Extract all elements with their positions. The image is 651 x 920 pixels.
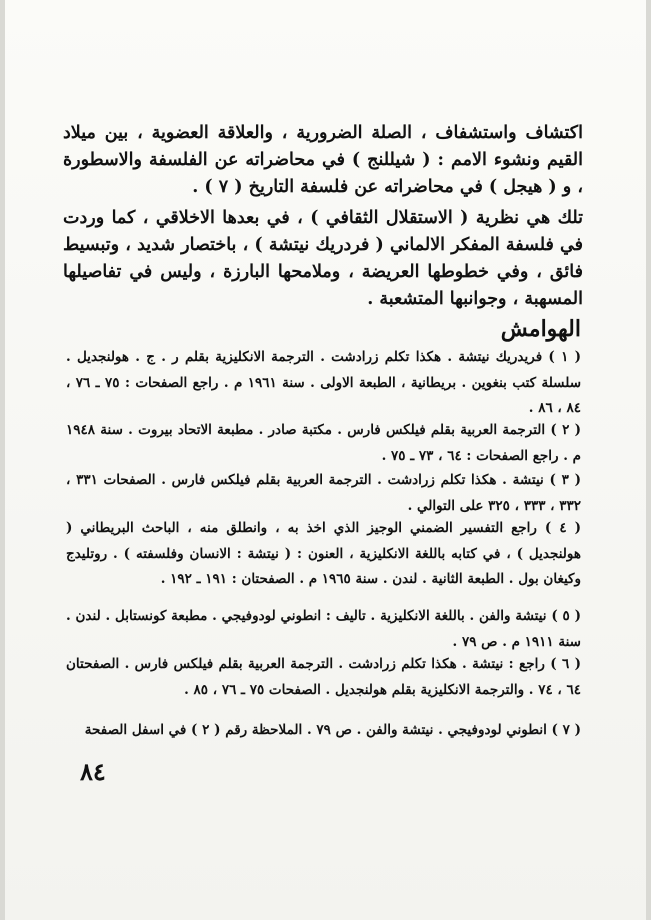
footnote-2: ( ٢ ) الترجمة العربية بقلم فيلكس فارس . مكتبة صادر . مطبعة الاتحاد بيروت . سنة ١٩٤٨ م . راجع الصفحات : ٦٤ ، ٧٣ ـ ٧٥ . bbox=[66, 422, 581, 464]
footnote-3: ( ٣ ) نيتشة . هكذا تكلم زرادشت . الترجمة العربية بقلم فيلكس فارس . الصفحات ٣٣١ ، ٣٣٢ ، ٣٣٣ ، ٣٢٥ على التوالي . bbox=[66, 472, 581, 514]
page-number: ٨٤ bbox=[80, 757, 106, 786]
footnote-1: ( ١ ) فريدريك نيتشة . هكذا تكلم زرادشت . الترجمة الانكليزية بقلم ر . ج . هولنجديل . سلسلة كتب بنغوين . بريطانية ، الطبعة الاولى . سنة ١٩٦١ م . راجع الصفحات : ٧٥ ـ ٧٦ ، ٨٤ ، ٨٦ . bbox=[66, 349, 582, 416]
body-paragraph-1: اكتشاف واستشفاف ، الصلة الضرورية ، والعلاقة العضوية ، بين ميلاد القيم ونشوء الامم : ( شيللنج ) في محاضراته عن الفلسفة والاسطورة ، و ( هيجل ) في محاضراته عن فلسفة التاريخ ( ٧ ) . bbox=[63, 123, 583, 197]
footnote-7: ( ٧ ) انطوني لودوفيجي . نيتشة والفن . ص ٧٩ . الملاحظة رقم ( ٢ ) في اسفل الصفحة bbox=[84, 722, 581, 738]
footnote-5: ( ٥ ) نيتشة والفن . باللغة الانكليزية . تاليف : انطوني لودوفيجي . مطبعة كونستابل . لندن . سنة ١٩١١ م . ص ٧٩ . bbox=[66, 608, 581, 650]
footnote-6: ( ٦ ) راجع : نيتشة . هكذا تكلم زرادشت . الترجمة العربية بقلم فيلكس فارس . الصفحتان ٦٤ ، ٧٤ . والترجمة الانكليزية بقلم هولنجديل . الصفحات ٧٥ ـ ٧٦ ، ٨٥ . bbox=[66, 656, 581, 698]
footnote-4: ( ٤ ) راجع التفسير الضمني الوجيز الذي اخذ به ، وانطلق منه ، الباحث البريطاني ( هولنجديل ) ، في كتابه باللغة الانكليزية ، العنون : ( نيتشة : الانسان وفلسفته ) . روتليدج وكيغان بول . الطبعة الثانية . لندن . سنة ١٩٦٥ م . الصفحتان : ١٩١ ـ ١٩٢ . bbox=[66, 520, 581, 587]
page-edge-left bbox=[0, 0, 5, 920]
notes-heading: الهوامش bbox=[500, 316, 581, 342]
body-paragraph-2: تلك هي نظرية ( الاستقلال الثقافي ) ، في بعدها الاخلاقي ، كما وردت في فلسفة المفكر الالماني ( فردريك نيتشة ) ، باختصار شديد ، وتبسيط فائق ، وفي خطوطها العريضة ، وملامحها البارزة ، وليس في تفاصيلها المسهبة ، وجوانبها المتشعبة . bbox=[63, 208, 583, 309]
page-edge-right bbox=[646, 0, 651, 920]
